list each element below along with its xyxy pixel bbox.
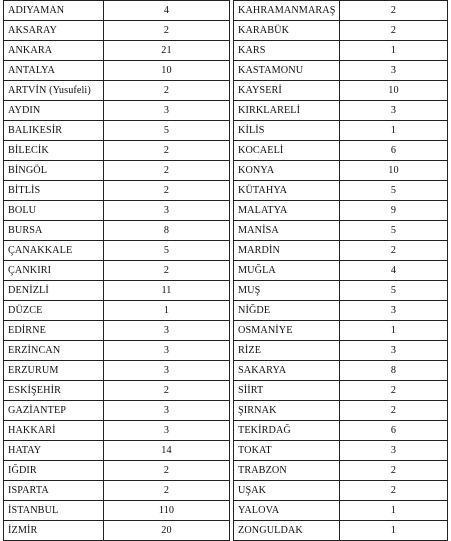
province-name-cell: RİZE: [234, 341, 340, 361]
province-name-cell: SİİRT: [234, 381, 340, 401]
table-row: [234, 341, 448, 361]
count-cell: 10: [340, 161, 448, 181]
count-cell: 2: [104, 21, 230, 41]
province-name-cell: ESKİŞEHİR: [4, 381, 104, 401]
count-cell: 2: [340, 461, 448, 481]
table-row: [234, 141, 448, 161]
count-cell: 4: [104, 1, 230, 21]
province-name-cell: AYDIN: [4, 101, 104, 121]
table-row: [234, 381, 448, 401]
table-row: [4, 141, 230, 161]
table-row: [234, 301, 448, 321]
count-cell: 14: [104, 441, 230, 461]
province-name-cell: SAKARYA: [234, 361, 340, 381]
province-name-cell: TRABZON: [234, 461, 340, 481]
province-name-cell: BURSA: [4, 221, 104, 241]
province-name-cell: ŞIRNAK: [234, 401, 340, 421]
count-cell: 3: [340, 61, 448, 81]
table-row: [4, 61, 230, 81]
count-cell: 2: [340, 381, 448, 401]
province-name-cell: KOCAELİ: [234, 141, 340, 161]
province-name-cell: İSTANBUL: [4, 501, 104, 521]
count-cell: 1: [340, 501, 448, 521]
province-table-right: [233, 0, 448, 541]
table-row: [4, 201, 230, 221]
count-cell: 3: [104, 341, 230, 361]
table-row: [234, 101, 448, 121]
province-name-cell: ZONGULDAK: [234, 521, 340, 541]
table-row: [234, 241, 448, 261]
province-name-cell: HATAY: [4, 441, 104, 461]
table-row: [234, 441, 448, 461]
province-name-cell: UŞAK: [234, 481, 340, 501]
count-cell: 5: [104, 241, 230, 261]
province-table-left: [3, 0, 230, 541]
table-row: [4, 441, 230, 461]
table-row: [234, 21, 448, 41]
province-name-cell: KİLİS: [234, 121, 340, 141]
province-name-cell: KONYA: [234, 161, 340, 181]
table-row: [4, 261, 230, 281]
count-cell: 6: [340, 421, 448, 441]
province-name-cell: İZMİR: [4, 521, 104, 541]
count-cell: 10: [104, 61, 230, 81]
tables-container: [3, 0, 448, 541]
count-cell: 2: [340, 1, 448, 21]
province-name-cell: HAKKARİ: [4, 421, 104, 441]
table-row: [234, 421, 448, 441]
count-cell: 3: [104, 201, 230, 221]
count-cell: 110: [104, 501, 230, 521]
count-cell: 5: [104, 121, 230, 141]
count-cell: 3: [104, 321, 230, 341]
count-cell: 2: [340, 481, 448, 501]
table-row: [4, 221, 230, 241]
count-cell: 11: [104, 281, 230, 301]
table-row: [4, 101, 230, 121]
count-cell: 10: [340, 81, 448, 101]
province-name-cell: MARDİN: [234, 241, 340, 261]
document-page: [3, 0, 448, 536]
count-cell: 2: [104, 381, 230, 401]
count-cell: 3: [340, 301, 448, 321]
count-cell: 2: [104, 461, 230, 481]
count-cell: 3: [104, 401, 230, 421]
count-cell: 1: [340, 521, 448, 541]
province-table-left-body: [4, 1, 230, 541]
table-row: [4, 1, 230, 21]
province-name-cell: ISPARTA: [4, 481, 104, 501]
province-name-cell: ANKARA: [4, 41, 104, 61]
count-cell: 21: [104, 41, 230, 61]
province-name-cell: KASTAMONU: [234, 61, 340, 81]
table-row: [234, 181, 448, 201]
table-row: [234, 401, 448, 421]
count-cell: 8: [340, 361, 448, 381]
province-name-cell: BOLU: [4, 201, 104, 221]
table-row: [234, 321, 448, 341]
table-row: [4, 121, 230, 141]
count-cell: 1: [340, 41, 448, 61]
province-name-cell: ERZURUM: [4, 361, 104, 381]
province-name-cell: KAHRAMANMARAŞ: [234, 1, 340, 21]
table-row: [234, 61, 448, 81]
province-name-cell: IĞDIR: [4, 461, 104, 481]
table-row: [4, 501, 230, 521]
province-name-cell: MALATYA: [234, 201, 340, 221]
province-name-cell: EDİRNE: [4, 321, 104, 341]
table-row: [4, 241, 230, 261]
count-cell: 5: [340, 221, 448, 241]
table-row: [234, 121, 448, 141]
count-cell: 3: [340, 341, 448, 361]
province-name-cell: ÇANAKKALE: [4, 241, 104, 261]
table-row: [4, 361, 230, 381]
table-row: [234, 461, 448, 481]
table-row: [234, 281, 448, 301]
province-name-cell: MUĞLA: [234, 261, 340, 281]
table-row: [234, 41, 448, 61]
count-cell: 5: [340, 181, 448, 201]
count-cell: 3: [340, 101, 448, 121]
count-cell: 1: [104, 301, 230, 321]
province-name-cell: KAYSERİ: [234, 81, 340, 101]
count-cell: 2: [340, 401, 448, 421]
count-cell: 2: [104, 81, 230, 101]
province-name-cell: ÇANKIRI: [4, 261, 104, 281]
province-name-cell: KIRKLARELİ: [234, 101, 340, 121]
table-row: [4, 161, 230, 181]
province-name-cell: BALIKESİR: [4, 121, 104, 141]
province-name-cell: DÜZCE: [4, 301, 104, 321]
province-name-cell: ARTVİN (Yusufeli): [4, 81, 104, 101]
count-cell: 2: [340, 241, 448, 261]
province-name-cell: KARABÜK: [234, 21, 340, 41]
table-row: [234, 1, 448, 21]
count-cell: 4: [340, 261, 448, 281]
count-cell: 9: [340, 201, 448, 221]
count-cell: 3: [104, 421, 230, 441]
count-cell: 3: [340, 441, 448, 461]
count-cell: 8: [104, 221, 230, 241]
table-row: [234, 501, 448, 521]
count-cell: 2: [104, 481, 230, 501]
count-cell: 2: [340, 21, 448, 41]
count-cell: 1: [340, 121, 448, 141]
count-cell: 2: [104, 181, 230, 201]
table-row: [234, 221, 448, 241]
province-name-cell: ADIYAMAN: [4, 1, 104, 21]
province-name-cell: OSMANİYE: [234, 321, 340, 341]
province-name-cell: KARS: [234, 41, 340, 61]
table-row: [234, 261, 448, 281]
province-name-cell: ANTALYA: [4, 61, 104, 81]
table-row: [4, 381, 230, 401]
table-row: [4, 321, 230, 341]
province-name-cell: BİLECİK: [4, 141, 104, 161]
table-row: [4, 281, 230, 301]
table-row: [4, 481, 230, 501]
province-name-cell: TOKAT: [234, 441, 340, 461]
table-row: [4, 41, 230, 61]
province-table-right-body: [234, 1, 448, 541]
count-cell: 3: [104, 361, 230, 381]
province-name-cell: TEKİRDAĞ: [234, 421, 340, 441]
table-row: [234, 161, 448, 181]
table-row: [234, 201, 448, 221]
table-row: [4, 301, 230, 321]
table-row: [4, 81, 230, 101]
count-cell: 1: [340, 321, 448, 341]
province-name-cell: ERZİNCAN: [4, 341, 104, 361]
table-row: [4, 21, 230, 41]
table-row: [4, 401, 230, 421]
province-name-cell: KÜTAHYA: [234, 181, 340, 201]
count-cell: 2: [104, 261, 230, 281]
table-row: [234, 481, 448, 501]
table-row: [4, 341, 230, 361]
province-name-cell: YALOVA: [234, 501, 340, 521]
province-name-cell: GAZİANTEP: [4, 401, 104, 421]
table-row: [4, 181, 230, 201]
count-cell: 3: [104, 101, 230, 121]
count-cell: 2: [104, 141, 230, 161]
count-cell: 5: [340, 281, 448, 301]
table-row: [4, 461, 230, 481]
province-name-cell: MANİSA: [234, 221, 340, 241]
count-cell: 6: [340, 141, 448, 161]
province-name-cell: BİNGÖL: [4, 161, 104, 181]
count-cell: 20: [104, 521, 230, 541]
count-cell: 2: [104, 161, 230, 181]
province-name-cell: DENİZLİ: [4, 281, 104, 301]
province-name-cell: NİĞDE: [234, 301, 340, 321]
table-row: [234, 361, 448, 381]
province-name-cell: BİTLİS: [4, 181, 104, 201]
province-name-cell: MUŞ: [234, 281, 340, 301]
table-row: [234, 81, 448, 101]
province-name-cell: AKSARAY: [4, 21, 104, 41]
table-row: [4, 421, 230, 441]
